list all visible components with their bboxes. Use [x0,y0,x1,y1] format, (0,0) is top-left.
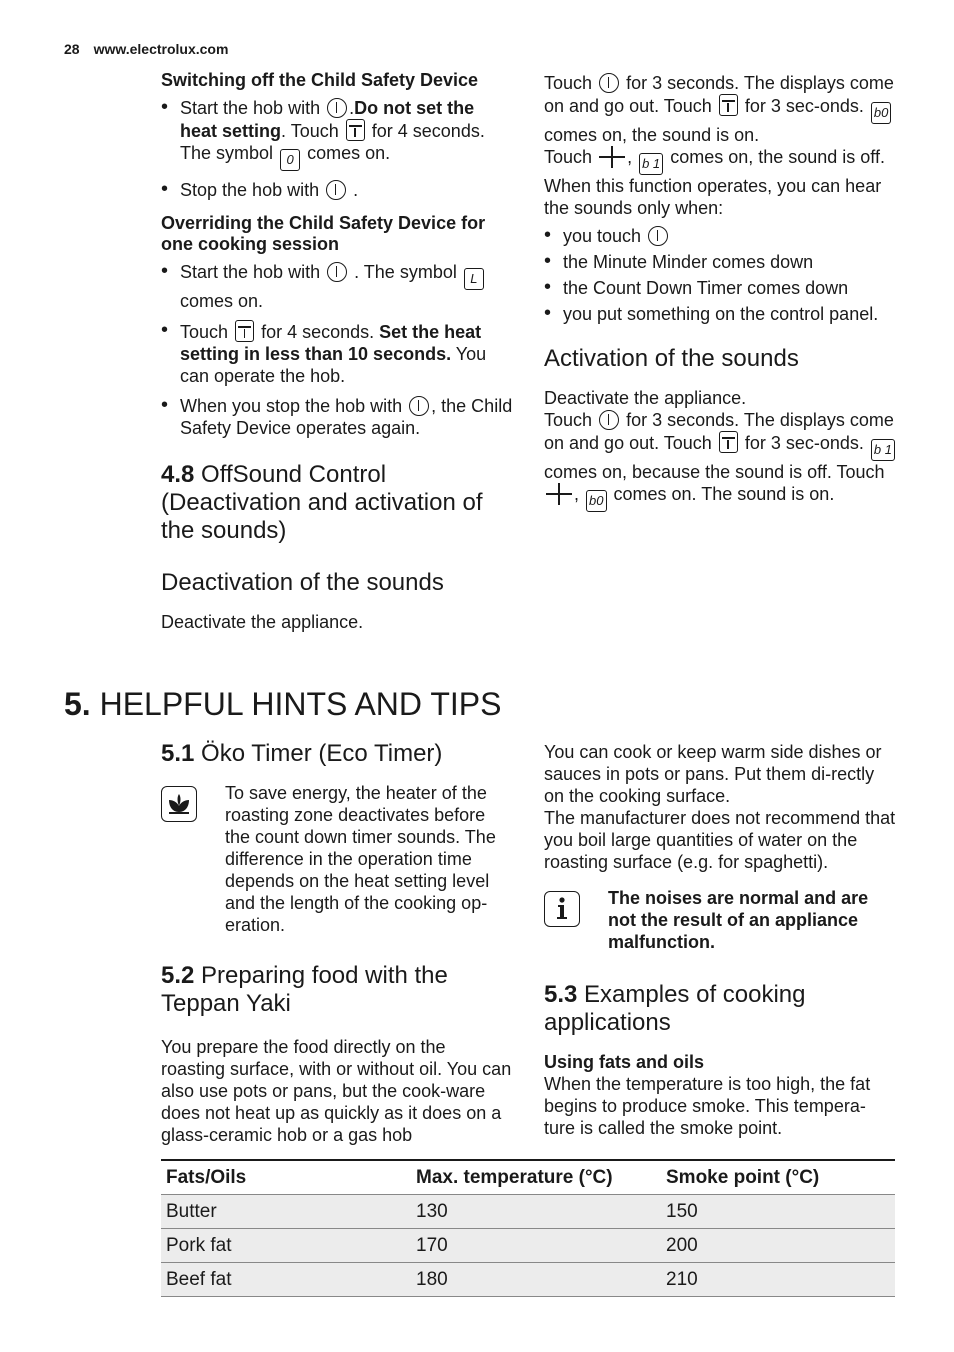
table-cell: 180 [411,1263,661,1297]
display-symbol-icon: b 1 [639,153,663,175]
fats-oils-table [161,1159,895,1297]
left-column-top [161,70,513,633]
section-5-3-heading: 5.3 Examples of cooking applications [544,981,806,1036]
table-cell: 130 [411,1195,661,1229]
deactivation-text: Deactivate the appliance. [161,612,364,632]
column-header: Smoke point (°C) [661,1160,895,1195]
child-safety-off-list [161,97,513,201]
list-item: • you put something on the control panel. [544,303,900,325]
section-5-1-heading: 5.1 Öko Timer (Eco Timer) [161,740,443,767]
list-item: • Stop the hob with . [161,179,513,201]
section-4-8-heading: 4.8 OffSound Control (Deactivation and activation of the sounds) [161,461,483,544]
list-item: • the Count Down Timer comes down [544,277,900,299]
power-icon [409,396,429,416]
sound-conditions-list [544,225,900,325]
plus-icon [599,146,625,168]
power-icon [327,98,347,118]
info-note-text: The noises are normal and are not the result of an appliance malfunction. [608,888,869,952]
table-header-row [161,1160,895,1195]
column-header: Max. temperature (°C) [411,1160,661,1195]
table-row [161,1263,895,1297]
child-safety-override-list [161,261,513,439]
chapter-5-title: 5. HELPFUL HINTS AND TIPS [64,686,502,722]
info-note [544,887,896,953]
child-safety-off-title: Switching off the Child Safety Device [161,70,479,90]
column-header: Fats/Oils [161,1160,411,1195]
display-symbol-icon: b0 [586,490,606,512]
power-icon [327,262,347,282]
table-row [161,1195,895,1229]
activation-text-2: Touch for 3 seconds. The displays come on and go out. Touch for 3 sec-onds. b 1 comes on, because the sound is off. Touch , b0 comes on. The sound is on. [544,409,900,512]
smoke-point-text: When the temperature is too high, the fat begins to produce smoke. This tempera-ture is called the smoke point. [544,1074,871,1138]
lock-key-icon [235,320,254,342]
power-icon [326,180,346,200]
list-item: • the Minute Minder comes down [544,251,900,273]
child-safety-override-title: Overriding the Child Safety Device for one cooking session [161,213,486,254]
fats-oils-subheading: Using fats and oils [544,1052,705,1072]
table-cell: Beef fat [161,1263,411,1297]
list-item: • When you stop the hob with , the Child Safety Device operates again. [161,395,513,439]
list-item: • Touch for 4 seconds. Set the heat setting in less than 10 seconds. You can operate the hob. [161,320,513,387]
table-cell: 210 [661,1263,895,1297]
table-cell: 150 [661,1195,895,1229]
table-cell: 200 [661,1229,895,1263]
teppan-yaki-text: You prepare the food directly on the roasting surface, with or without oil. You can also use pots or pans, but the cook-ware does not heat up as quickly as it does on a glass-ceramic hob or a gas hob [161,1037,512,1145]
info-icon [544,891,580,927]
display-symbol-icon: L [464,268,484,290]
display-symbol-icon: b 1 [871,439,895,461]
plus-icon [546,483,572,505]
power-icon [648,226,668,246]
list-item: • Start the hob with .Do not set the heat setting. Touch for 4 seconds. The symbol 0 comes on. [161,97,513,171]
page-header [64,38,228,60]
website-url: www.electrolux.com [93,41,229,57]
right-column-top [544,72,900,512]
table-cell: Butter [161,1195,411,1229]
page-number: 28 [64,41,80,57]
activation-text-1: Deactivate the appliance. [544,388,747,408]
table-row [161,1229,895,1263]
sound-paragraph-3: When this function operates, you can hear the sounds only when: [544,176,882,218]
power-icon [599,410,619,430]
section-5-left-column [161,740,513,1146]
display-symbol-icon: b0 [871,102,891,124]
table-cell: 170 [411,1229,661,1263]
sound-paragraph-1: Touch for 3 seconds. The displays come on and go out. Touch for 3 sec-onds. b0 comes on, the sound is on. [544,73,894,145]
list-item: • you touch [544,225,900,247]
sound-paragraph-2: Touch , b 1 comes on, the sound is off. [544,146,900,175]
lock-key-icon [719,431,738,453]
list-item: • Start the hob with . The symbol L comes on. [161,261,513,312]
eco-timer-text: To save energy, the heater of the roasting zone deactivates before the count down timer sounds. The difference in the operation time depends on the heat setting level and the length of the cooking op-eration. [225,783,496,935]
activation-sounds-heading: Activation of the sounds [544,345,799,372]
power-icon [599,73,619,93]
section-5-right-column [544,741,896,1139]
manufacturer-text: The manufacturer does not recommend that you boil large quantities of water on the roasting surface (e.g. for spaghetti). [544,808,896,872]
deactivation-sounds-heading: Deactivation of the sounds [161,569,444,596]
display-symbol-icon: 0 [280,149,300,171]
eco-leaf-icon [161,786,197,822]
table-cell: Pork fat [161,1229,411,1263]
eco-timer-note [161,782,513,936]
lock-key-icon [719,94,738,116]
section-5-2-heading: 5.2 Preparing food with the Teppan Yaki [161,962,448,1017]
side-dishes-text: You can cook or keep warm side dishes or sauces in pots or pans. Put them di-rectly on the cooking surface. [544,742,882,806]
lock-key-icon [346,119,365,141]
